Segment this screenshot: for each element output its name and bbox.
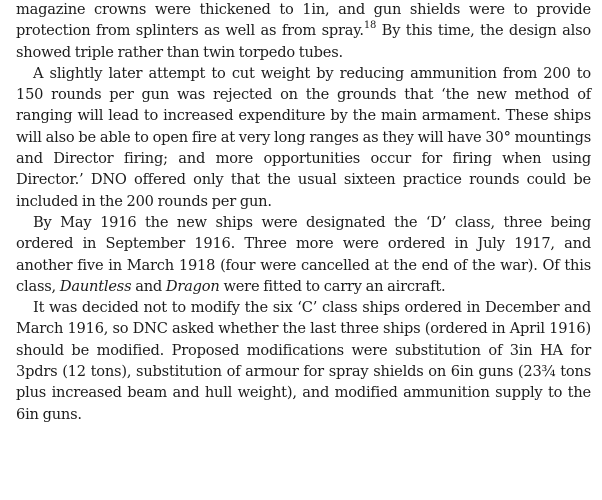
footnote-marker: 18 [363, 20, 377, 32]
text-run: A slightly later attempt to cut weight by reducing ammunition from 200 to 150 rounds per gun was rejected on the grounds that ‘the new method of ranging will lead to increased expenditure by the main armament. These ships will also be able to open fire at very long ranges as they will have 30° mountings and Director firing; and more opportunities occur for firing when using Director.’ DNO offered only that the usual sixteen practice rounds could be included in the 200 rounds per gun. [16, 64, 591, 210]
text-run: and [131, 277, 166, 295]
paragraph-p2 [16, 63, 591, 212]
text-run: magazine crowns were thickened to 1in, and gun shields were to provide protection from splinters as well as from spray. [16, 1, 591, 40]
text-run: It was decided not to modify the six ‘C’ class ships ordered in December and March 1916, so DNC asked whether the last three ships (ordered in April 1916) should be modified. Proposed modifications were substitution of 3in HA for 3pdrs (12 tons), substitution of armour for spray shields on 6in guns (23¾ tons plus increased beam and hull weight), and modified ammunition supply to the 6in guns. [16, 299, 591, 423]
text-run: By May 1916 the new ships were designated the ‘D’ class, three being ordered in September 1916. Three more were ordered in July 1917, and another five in March 1918 (four were cancelled at the end of the war). Of this class, [16, 213, 591, 295]
text-run: were fitted to carry an aircraft. [219, 277, 446, 295]
paragraph-p4 [16, 297, 591, 425]
ship-name: Dragon [165, 277, 220, 295]
paragraph-p3 [16, 212, 591, 297]
body-text [16, 0, 591, 425]
ship-name: Dauntless [59, 277, 132, 295]
paragraph-p1 [16, 0, 591, 63]
text-run: By this time, the design also showed triple rather than twin torpedo tubes. [16, 22, 591, 61]
